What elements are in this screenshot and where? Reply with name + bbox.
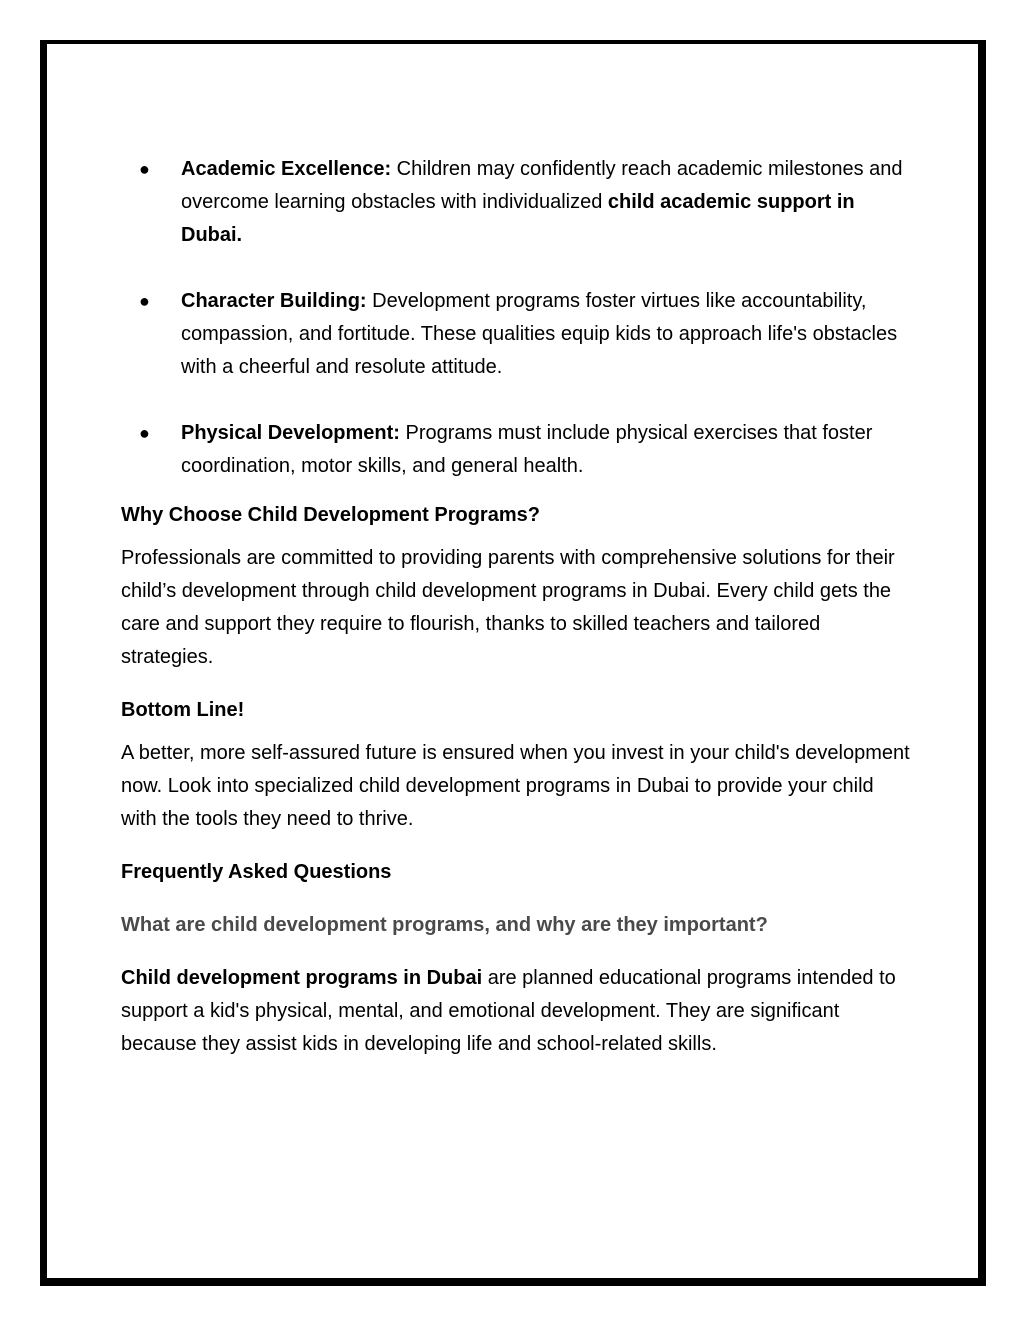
faq-answer-text: are planned educational programs intended to support a kid's physical, mental, and emotional development. They are significant because they assist kids in developing life and school-related skills. bbox=[121, 967, 896, 1055]
bullet-physical-development bbox=[121, 417, 911, 483]
bullet-title: Academic Excellence: bbox=[181, 158, 392, 180]
why-choose-heading: Why Choose Child Development Programs? bbox=[121, 504, 540, 526]
document-content bbox=[121, 153, 911, 1081]
bullet-title: Character Building: bbox=[181, 290, 367, 312]
bullet-character-building bbox=[121, 285, 911, 384]
faq-heading: Frequently Asked Questions bbox=[121, 861, 392, 883]
bullet-text: Programs must include physical exercises that foster coordination, motor skills, and general health. bbox=[181, 422, 873, 477]
bullet-title: Physical Development: bbox=[181, 422, 400, 444]
faq-answer bbox=[121, 962, 911, 1061]
why-choose-paragraph: Professionals are committed to providing parents with comprehensive solutions for their child’s development through child development programs in Dubai. Every child gets the care and support they require to flourish, thanks to skilled teachers and tailored strategies. bbox=[121, 547, 895, 668]
bottom-line-heading: Bottom Line! bbox=[121, 699, 245, 721]
bullet-dot-icon: ● bbox=[139, 291, 150, 311]
bullet-dot-icon: ● bbox=[139, 159, 150, 179]
bullet-academic-excellence bbox=[121, 153, 911, 252]
faq-answer-bold: Child development programs in Dubai bbox=[121, 967, 483, 989]
bullet-bold-end: child academic support in Dubai. bbox=[181, 191, 855, 246]
bullet-dot-icon: ● bbox=[139, 423, 150, 443]
faq-question: What are child development programs, and why are they important? bbox=[121, 914, 768, 936]
bottom-line-paragraph: A better, more self-assured future is ensured when you invest in your child's development now. Look into specialized child development programs in Dubai to provide your child with the tools they need to thrive. bbox=[121, 742, 910, 830]
bullet-text: Children may confidently reach academic milestones and overcome learning obstacles with individualized bbox=[181, 158, 903, 213]
bullet-text: Development programs foster virtues like accountability, compassion, and fortitude. These qualities equip kids to approach life's obstacles with a cheerful and resolute attitude. bbox=[181, 290, 898, 378]
